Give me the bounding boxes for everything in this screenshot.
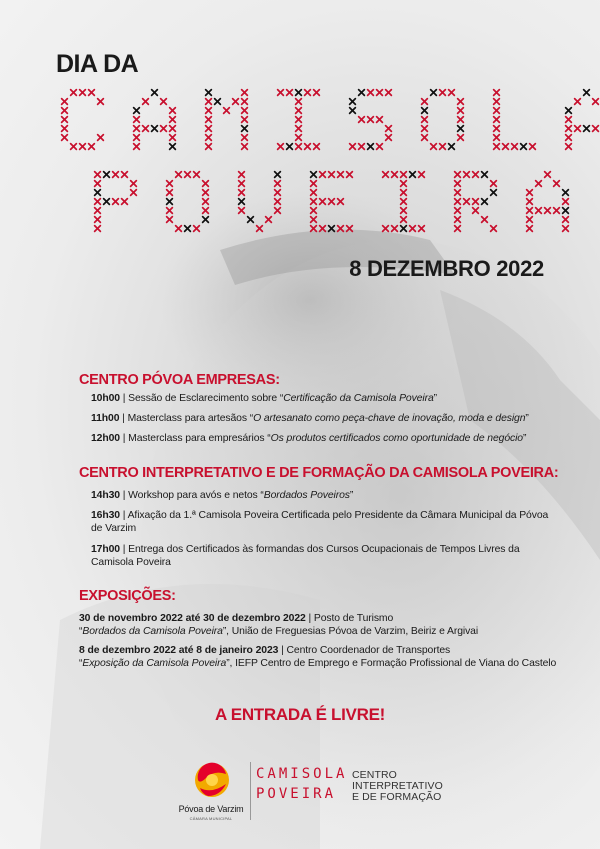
stitch-cross [311, 181, 317, 187]
stitch-cross [206, 135, 212, 141]
stitch-cross [494, 126, 500, 132]
stitch-cross [206, 117, 212, 123]
stitch-cross [296, 99, 302, 105]
stitch-cross [545, 208, 551, 214]
stitch-cross [545, 172, 551, 178]
stitch-cross [494, 108, 500, 114]
stitch-cross [203, 208, 209, 214]
stitch-cross [329, 199, 335, 205]
exhibition-item: 8 de dezembro 2022 até 8 de janeiro 2023 | Centro Coordenador de Transportes “Exposição da Camisola Poveira”, IEFP Centro de Emprego e Formação Profissional de Viana do Castelo [79, 645, 557, 669]
stitch-cross [383, 226, 389, 232]
time: 14h30 [91, 490, 120, 501]
stitch-cross [233, 99, 239, 105]
stitch-cross [80, 90, 86, 96]
stitch-cross [449, 90, 455, 96]
stitch-cross [512, 144, 518, 150]
stitch-cross [494, 135, 500, 141]
stitch-cross [134, 135, 140, 141]
stitch-cross [161, 99, 167, 105]
stitch-cross [176, 226, 182, 232]
stitch-cross [410, 172, 416, 178]
logo-divider [250, 762, 251, 820]
stitch-cross [455, 172, 461, 178]
stitch-cross [392, 172, 398, 178]
stitch-cross [239, 199, 245, 205]
stitch-cross [206, 108, 212, 114]
stitch-cross [359, 90, 365, 96]
stitch-cross [431, 90, 437, 96]
stitch-cross [554, 208, 560, 214]
stitch-cross [95, 172, 101, 178]
stitch-cross [350, 108, 356, 114]
stitch-cross [386, 90, 392, 96]
stitch-cross [296, 135, 302, 141]
stitch-cross [104, 199, 110, 205]
stitch-cross [131, 181, 137, 187]
stitch-cross [320, 199, 326, 205]
time: 17h00 [91, 544, 120, 555]
stitch-cross [566, 126, 572, 132]
stitch-cross [185, 172, 191, 178]
stitch-cross [455, 199, 461, 205]
stitch-cross [458, 126, 464, 132]
stitch-cross [170, 126, 176, 132]
stitch-cross [455, 181, 461, 187]
logo-centro-line: CENTRO [352, 769, 397, 781]
stitch-cross [563, 217, 569, 223]
stitch-cross [167, 199, 173, 205]
stitch-cross [314, 144, 320, 150]
stitch-cross [206, 99, 212, 105]
stitch-cross [401, 190, 407, 196]
stitch-cross [266, 217, 272, 223]
time: 12h00 [91, 433, 120, 444]
stitch-cross [584, 90, 590, 96]
stitch-cross [176, 172, 182, 178]
stitch-cross [464, 199, 470, 205]
stitch-cross [206, 90, 212, 96]
stitch-cross [185, 226, 191, 232]
stitch-cross [563, 226, 569, 232]
stitch-cross [242, 117, 248, 123]
stitch-cross [296, 117, 302, 123]
stitch-cross [368, 144, 374, 150]
stitch-cross [134, 144, 140, 150]
stitch-cross [242, 108, 248, 114]
stitch-cross [503, 144, 509, 150]
stitch-cross [359, 144, 365, 150]
stitch-cross [566, 135, 572, 141]
stitch-cross [206, 144, 212, 150]
stitch-cross [377, 144, 383, 150]
stitch-cross [134, 117, 140, 123]
stitch-cross [401, 217, 407, 223]
stitch-cross [314, 90, 320, 96]
stitch-cross [575, 99, 581, 105]
stitch-cross [203, 199, 209, 205]
stitch-cross [275, 181, 281, 187]
stitch-cross [338, 199, 344, 205]
stitch-cross [473, 199, 479, 205]
stitch-cross [563, 190, 569, 196]
stitch-cross [311, 217, 317, 223]
stitch-cross [422, 135, 428, 141]
stitch-cross [62, 126, 68, 132]
stitch-cross [422, 117, 428, 123]
stitch-cross [491, 226, 497, 232]
stitch-cross [455, 226, 461, 232]
stitch-cross [494, 99, 500, 105]
stitch-cross [491, 190, 497, 196]
section-heading-centro-povoa-empresas: CENTRO PÓVOA EMPRESAS: [79, 372, 280, 388]
stitch-cross [494, 90, 500, 96]
schedule-item: 11h00 | Masterclass para artesãos “O artesanato como peça-chave de inovação, moda e design” [91, 413, 529, 424]
stitch-cross [296, 126, 302, 132]
stitch-cross [122, 172, 128, 178]
stitch-cross [257, 226, 263, 232]
stitch-cross [440, 90, 446, 96]
stitch-cross [458, 117, 464, 123]
stitch-cross [95, 181, 101, 187]
stitch-cross [536, 181, 542, 187]
stitch-cross [329, 172, 335, 178]
stitch-cross [482, 199, 488, 205]
stitch-cross [242, 135, 248, 141]
stitch-cross [422, 108, 428, 114]
time: 16h30 [91, 510, 120, 521]
stitch-cross [593, 126, 599, 132]
stitch-cross [527, 190, 533, 196]
stitch-cross [224, 108, 230, 114]
stitch-cross [419, 226, 425, 232]
logo-formacao-line: E DE FORMAÇÃO [352, 791, 442, 803]
stitch-cross [401, 172, 407, 178]
stitch-cross [401, 199, 407, 205]
stitch-cross [62, 135, 68, 141]
stitch-cross [521, 144, 527, 150]
stitch-cross [95, 226, 101, 232]
stitch-cross [203, 181, 209, 187]
stitch-cross [392, 226, 398, 232]
stitch-cross [410, 226, 416, 232]
event-date: 8 DEZEMBRO 2022 [349, 256, 544, 281]
stitch-cross [62, 108, 68, 114]
stitch-cross [89, 90, 95, 96]
stitch-cross [80, 144, 86, 150]
stitch-cross [419, 172, 425, 178]
stitch-cross [482, 172, 488, 178]
stitch-cross [131, 190, 137, 196]
stitch-cross [239, 172, 245, 178]
stitch-cross [386, 126, 392, 132]
logo-pv-name: Póvoa de Varzim [178, 804, 244, 814]
stitch-cross [305, 90, 311, 96]
stitch-cross [458, 99, 464, 105]
stitch-cross [161, 126, 167, 132]
stitch-cross [95, 190, 101, 196]
stitch-cross [296, 108, 302, 114]
schedule-item: 12h00 | Masterclass para empresários “Os produtos certificados como oportunidade de negócio” [91, 433, 527, 444]
stitch-cross [170, 108, 176, 114]
stitch-cross [134, 108, 140, 114]
stitch-cross [152, 90, 158, 96]
stitch-cross [473, 208, 479, 214]
time: 11h00 [91, 413, 120, 424]
stitch-cross [239, 208, 245, 214]
stitch-cross [104, 172, 110, 178]
stitch-cross [458, 135, 464, 141]
stitch-cross [206, 126, 212, 132]
stitch-cross [593, 99, 599, 105]
pre-title: DIA DA [56, 50, 139, 78]
stitch-cross [482, 217, 488, 223]
sun-emblem-icon [176, 758, 246, 804]
stitch-cross [422, 99, 428, 105]
stitch-cross [71, 90, 77, 96]
stitch-cross [134, 126, 140, 132]
stitch-cross [449, 144, 455, 150]
schedule-item: 10h00 | Sessão de Esclarecimento sobre “Certificação da Camisola Poveira” [91, 393, 437, 404]
stitch-cross [242, 144, 248, 150]
exhibition-item: 30 de novembro 2022 até 30 de dezembro 2022 | Posto de Turismo “Bordados da Camisola Poveira”, União de Freguesias Póvoa de Varzim, Beiriz e Argivai [79, 613, 479, 637]
stitch-cross [239, 181, 245, 187]
stitch-cross [401, 181, 407, 187]
stitch-cross [566, 117, 572, 123]
stitch-cross [275, 172, 281, 178]
stitch-cross [431, 144, 437, 150]
stitch-cross [287, 90, 293, 96]
stitch-cross [347, 172, 353, 178]
section-heading-exposicoes: EXPOSIÇÕES: [79, 588, 176, 604]
stitch-cross [194, 172, 200, 178]
stitch-cross [248, 217, 254, 223]
stitch-cross [167, 181, 173, 187]
stitch-cross [575, 126, 581, 132]
povoa-de-varzim-logo [176, 758, 246, 822]
stitch-cross [350, 144, 356, 150]
logo-camisola-word: CAMISOLA [256, 766, 348, 782]
stitch-cross [95, 199, 101, 205]
schedule-item: 17h00 | Entrega dos Certificados às formandas dos Cursos Ocupacionais de Tempos Livres da Camisola Poveira [91, 544, 520, 568]
stitch-cross [203, 217, 209, 223]
stitch-cross [566, 144, 572, 150]
stitch-cross [563, 199, 569, 205]
stitch-cross [320, 226, 326, 232]
stitch-cross [401, 208, 407, 214]
stitch-cross [194, 226, 200, 232]
stitch-cross [311, 226, 317, 232]
stitch-cross [239, 190, 245, 196]
stitch-cross [311, 190, 317, 196]
stitch-cross [170, 135, 176, 141]
stitch-cross [494, 144, 500, 150]
stitch-cross [383, 172, 389, 178]
stitch-cross [203, 190, 209, 196]
stitch-cross [242, 99, 248, 105]
stitch-cross [458, 108, 464, 114]
stitch-cross [62, 99, 68, 105]
stitch-cross [170, 144, 176, 150]
stitch-cross [566, 108, 572, 114]
stitch-cross [89, 144, 95, 150]
stitch-cross [527, 226, 533, 232]
stitch-cross [359, 117, 365, 123]
stitch-cross [95, 217, 101, 223]
stitch-cross [401, 226, 407, 232]
stitch-cross [554, 181, 560, 187]
stitch-cross [71, 144, 77, 150]
stitch-cross [143, 99, 149, 105]
stitch-cross [527, 217, 533, 223]
stitch-cross [98, 135, 104, 141]
stitch-cross [368, 117, 374, 123]
stitch-cross [143, 126, 149, 132]
stitch-cross [377, 117, 383, 123]
section-heading-centro-interpretativo: CENTRO INTERPRETATIVO E DE FORMAÇÃO DA CAMISOLA POVEIRA: [79, 465, 559, 481]
stitch-cross [422, 126, 428, 132]
stitch-cross [275, 199, 281, 205]
stitch-cross [527, 208, 533, 214]
stitch-cross [287, 144, 293, 150]
stitch-cross [278, 90, 284, 96]
stitch-cross [473, 172, 479, 178]
cross-stitch-title [0, 0, 600, 260]
stitch-cross [242, 90, 248, 96]
stitch-cross [386, 135, 392, 141]
stitch-cross [278, 144, 284, 150]
stitch-cross [113, 199, 119, 205]
stitch-cross [296, 144, 302, 150]
logo-interpretativo-line: INTERPRETATIVO [352, 780, 443, 792]
logo-poveira-word: POVEIRA [256, 786, 337, 802]
stitch-cross [122, 199, 128, 205]
stitch-cross [98, 99, 104, 105]
stitch-cross [113, 172, 119, 178]
stitch-cross [491, 181, 497, 187]
stitch-cross [170, 117, 176, 123]
stitch-cross [530, 144, 536, 150]
logo-pv-subtitle: CÂMARA MUNICIPAL [189, 816, 233, 821]
stitch-cross [536, 208, 542, 214]
stitch-cross [347, 226, 353, 232]
stitch-cross [584, 126, 590, 132]
time: 10h00 [91, 393, 120, 404]
stitch-cross [494, 117, 500, 123]
stitch-cross [296, 90, 302, 96]
stitch-cross [455, 208, 461, 214]
stitch-cross [455, 217, 461, 223]
schedule-item: 16h30 | Afixação da 1.ª Camisola Poveira Certificada pelo Presidente da Câmara Municipal da Póvoa de Varzim [91, 510, 549, 534]
stitch-cross [95, 208, 101, 214]
stitch-cross [338, 172, 344, 178]
schedule-item: 14h30 | Workshop para avós e netos “Bordados Poveiros” [91, 490, 354, 501]
stitch-cross [215, 99, 221, 105]
stitch-cross [440, 144, 446, 150]
stitch-cross [350, 99, 356, 105]
stitch-cross [62, 117, 68, 123]
stitch-cross [311, 208, 317, 214]
stitch-cross [242, 126, 248, 132]
stitch-cross [338, 226, 344, 232]
stitch-cross [563, 208, 569, 214]
stitch-cross [320, 172, 326, 178]
stitch-cross [377, 90, 383, 96]
stitch-cross [311, 199, 317, 205]
stitch-cross [464, 172, 470, 178]
stitch-cross [455, 190, 461, 196]
stitch-cross [167, 190, 173, 196]
stitch-cross [329, 226, 335, 232]
stitch-cross [305, 144, 311, 150]
stitch-cross [527, 199, 533, 205]
stitch-cross [152, 126, 158, 132]
stitch-cross [275, 190, 281, 196]
stitch-cross [167, 217, 173, 223]
stitch-cross [275, 208, 281, 214]
free-entry-banner: A ENTRADA É LIVRE! [215, 705, 385, 724]
cross-stitch-pattern [62, 90, 600, 232]
stitch-cross [311, 172, 317, 178]
stitch-cross [167, 208, 173, 214]
stitch-cross [368, 90, 374, 96]
